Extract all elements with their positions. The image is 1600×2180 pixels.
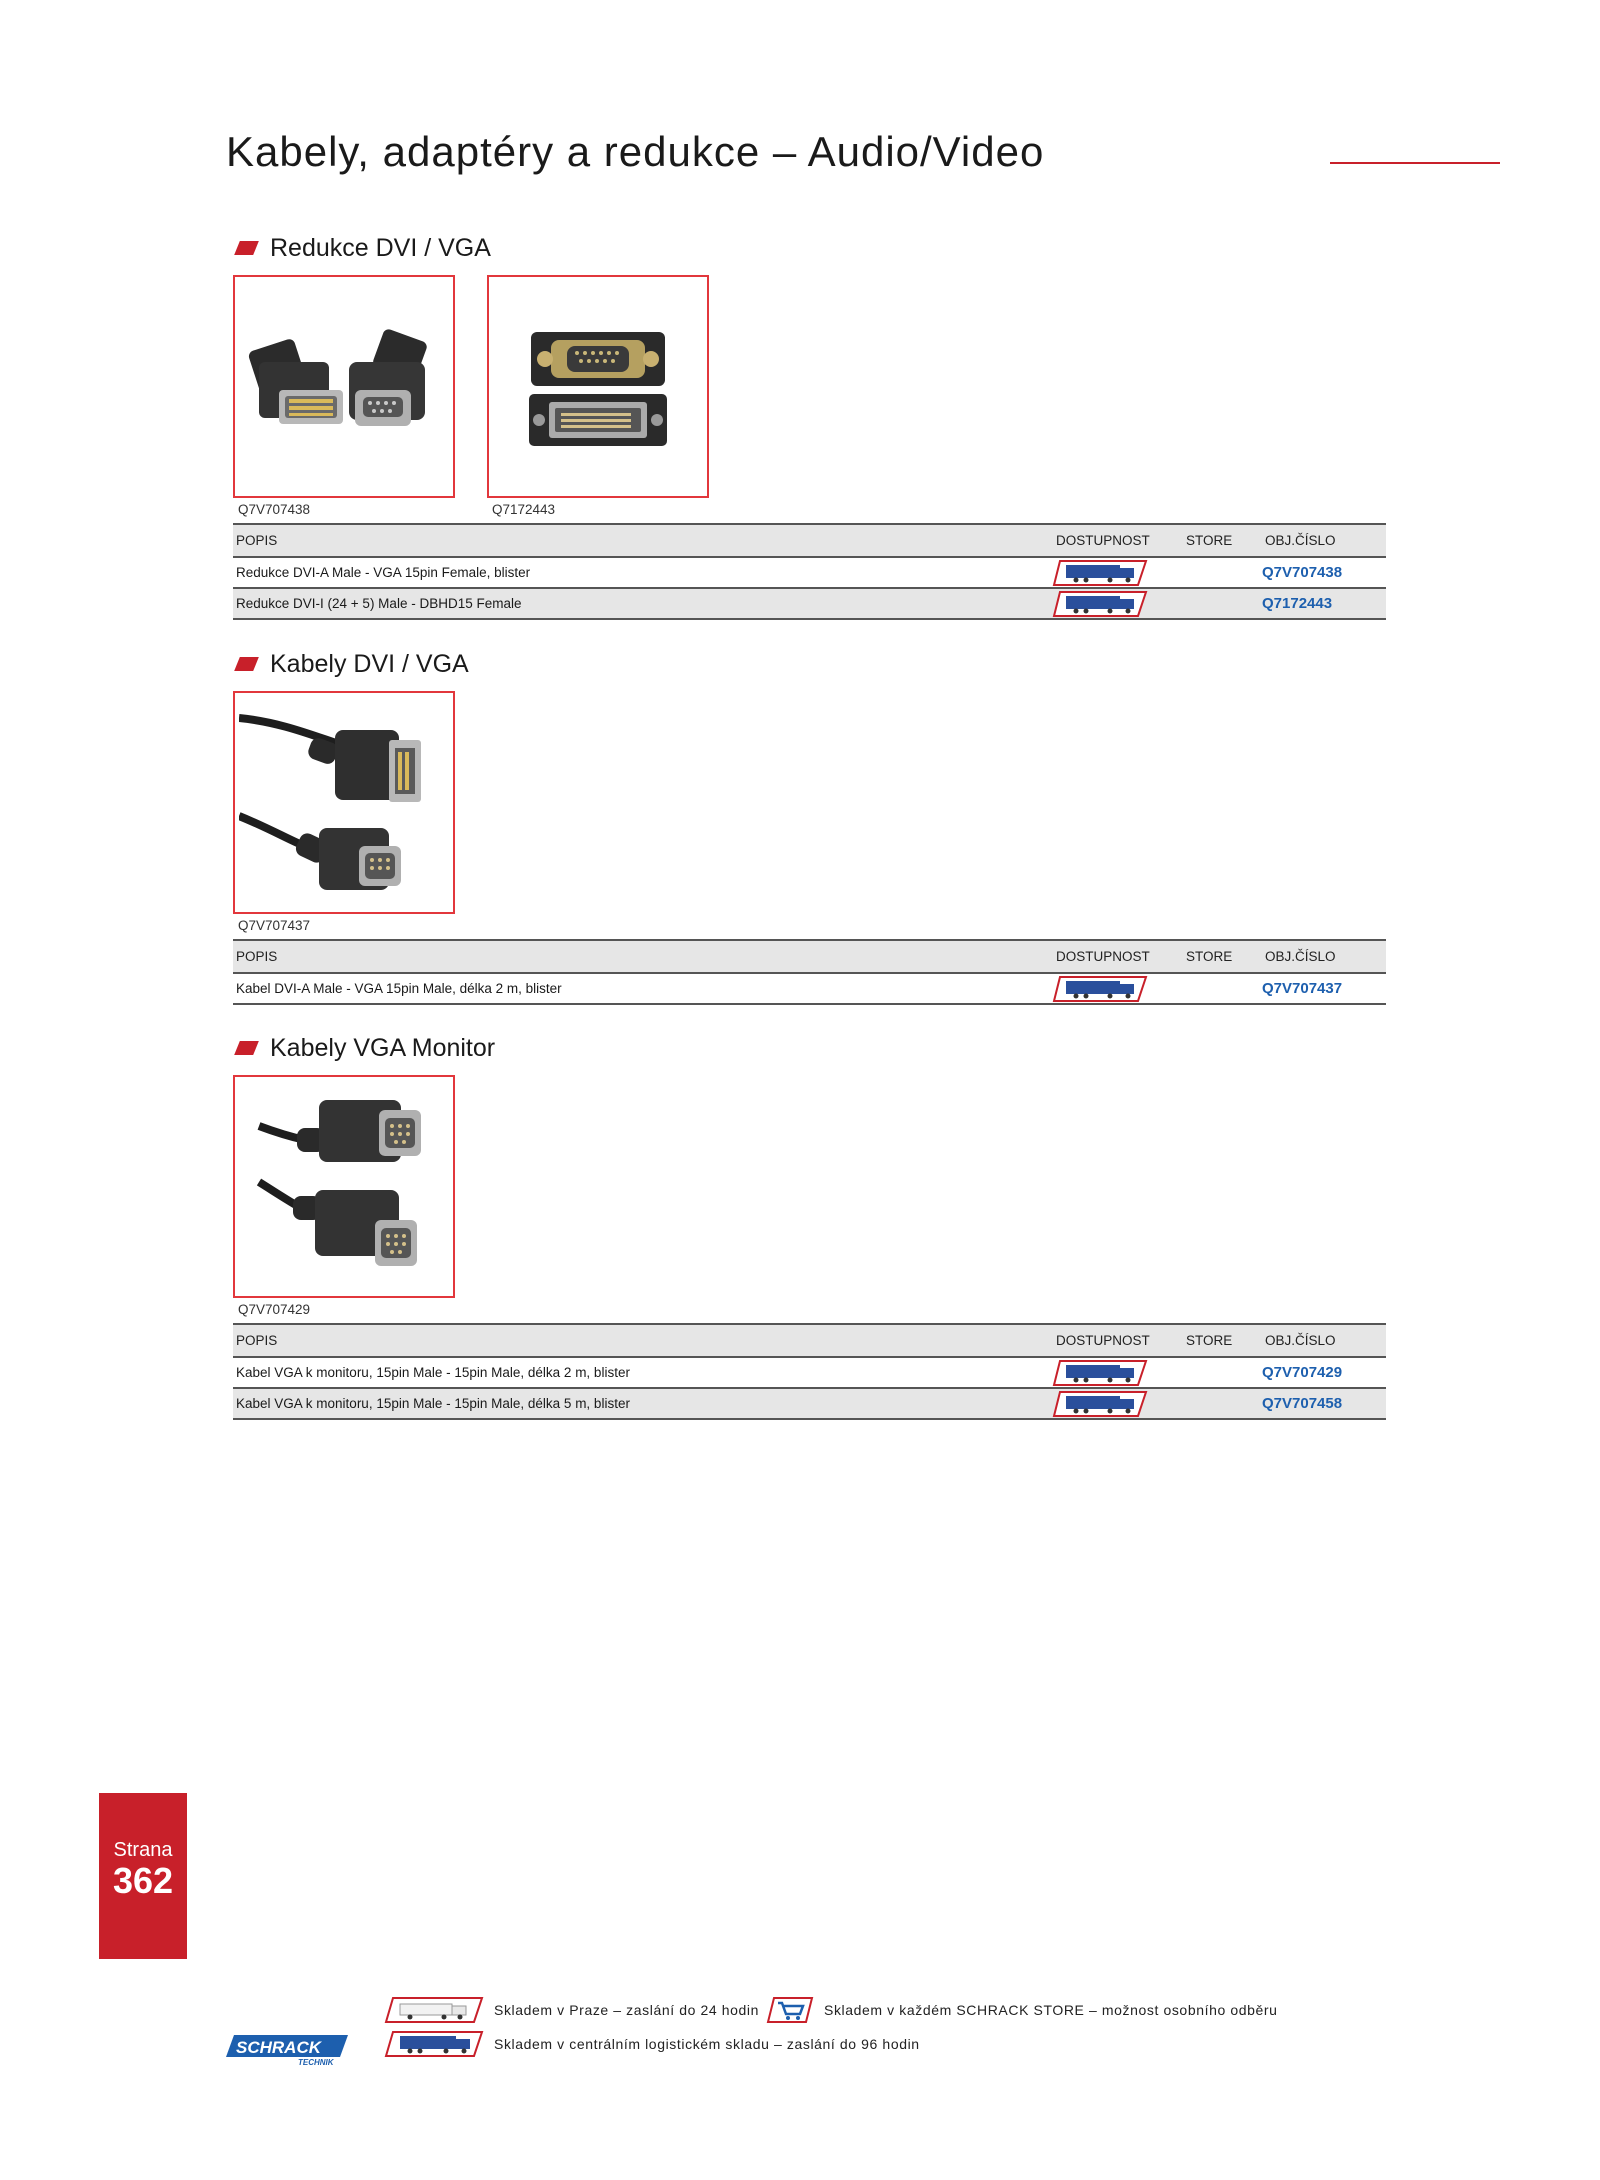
section-kabely-dvi-vga (233, 647, 1386, 1005)
row-store (1183, 1357, 1262, 1388)
section-kabely-vga-monitor (233, 1031, 1386, 1420)
image-code: Q7V707437 (238, 918, 311, 933)
product-table (233, 1323, 1386, 1420)
shopping-cart-icon (766, 1996, 814, 2024)
col-header-desc: POPIS (233, 940, 1056, 973)
section-header (233, 231, 1386, 265)
product-table (233, 523, 1386, 620)
row-desc: Redukce DVI-A Male - VGA 15pin Female, blister (233, 557, 1056, 588)
truck-blue-icon (1052, 559, 1148, 587)
col-header-code: OBJ.ČÍSLO (1262, 524, 1386, 557)
section-title: Kabely DVI / VGA (270, 649, 469, 678)
section-redukce-dvi-vga (233, 231, 1386, 620)
section-title: Kabely VGA Monitor (270, 1033, 496, 1062)
page-number-tab (99, 1793, 187, 1959)
truck-blue-icon (1052, 590, 1148, 618)
product-image-card[interactable] (487, 275, 709, 517)
page-label: Strana (113, 1839, 173, 1861)
image-code: Q7V707438 (238, 502, 311, 517)
row-store (1183, 1388, 1262, 1419)
row-code[interactable]: Q7172443 (1262, 588, 1386, 619)
col-header-code: OBJ.ČÍSLO (1262, 940, 1386, 973)
legend-text: Skladem v Praze – zaslání do 24 hodin (494, 2002, 760, 2018)
col-header-avail: DOSTUPNOST (1056, 1324, 1183, 1357)
product-image-card[interactable] (233, 275, 455, 517)
vga-cable-photo (233, 1075, 455, 1298)
col-header-store: STORE (1183, 1324, 1262, 1357)
row-store (1183, 557, 1262, 588)
row-availability (1056, 1357, 1183, 1388)
row-desc: Redukce DVI-I (24 + 5) Male - DBHD15 Female (233, 588, 1056, 619)
legend-item-central (384, 2030, 920, 2058)
dvi-dbhd15-adapter-photo (487, 275, 709, 498)
legend-text: Skladem v centrálním logistickém skladu – zaslání do 96 hodin (494, 2036, 920, 2052)
section-title: Redukce DVI / VGA (270, 233, 491, 262)
row-desc: Kabel VGA k monitoru, 15pin Male - 15pin Male, délka 2 m, blister (233, 1357, 1056, 1388)
row-availability (1056, 557, 1183, 588)
product-images (233, 275, 1386, 517)
row-desc: Kabel VGA k monitoru, 15pin Male - 15pin Male, délka 5 m, blister (233, 1388, 1056, 1419)
section-marker-icon (234, 1041, 259, 1055)
product-table (233, 939, 1386, 1005)
truck-blue-icon (1052, 1359, 1148, 1387)
logo-name: SCHRACK (236, 2038, 321, 2057)
page-number: 362 (112, 1860, 174, 1901)
image-code: Q7V707429 (238, 1302, 311, 1317)
table-row (233, 588, 1386, 619)
truck-blue-icon (1052, 975, 1148, 1003)
title-rule (1330, 162, 1500, 164)
table-row (233, 1388, 1386, 1419)
van-white-icon (384, 1996, 484, 2024)
row-code[interactable]: Q7V707438 (1262, 557, 1386, 588)
legend-text: Skladem v každém SCHRACK STORE – možnost osobního odběru (824, 2002, 1278, 2018)
table-row (233, 973, 1386, 1004)
footer-legend (226, 1993, 1326, 2083)
section-marker-icon (234, 241, 259, 255)
row-code[interactable]: Q7V707458 (1262, 1388, 1386, 1419)
col-header-avail: DOSTUPNOST (1056, 524, 1183, 557)
col-header-store: STORE (1183, 940, 1262, 973)
dvi-vga-cable-photo (233, 691, 455, 914)
row-code[interactable]: Q7V707437 (1262, 973, 1386, 1004)
image-code: Q7172443 (492, 502, 556, 517)
table-header (233, 524, 1386, 557)
row-store (1183, 588, 1262, 619)
section-header (233, 647, 1386, 681)
row-availability (1056, 1388, 1183, 1419)
truck-blue-icon (1052, 1390, 1148, 1418)
col-header-avail: DOSTUPNOST (1056, 940, 1183, 973)
schrack-logo (226, 2033, 350, 2072)
section-marker-icon (234, 657, 259, 671)
row-code[interactable]: Q7V707429 (1262, 1357, 1386, 1388)
page-title: Kabely, adaptéry a redukce – Audio/Video (226, 128, 1045, 175)
truck-blue-icon (384, 2030, 484, 2058)
logo-sub: TECHNIK (298, 2058, 334, 2067)
product-image-card[interactable] (233, 1075, 455, 1317)
row-availability (1056, 588, 1183, 619)
col-header-code: OBJ.ČÍSLO (1262, 1324, 1386, 1357)
col-header-store: STORE (1183, 524, 1262, 557)
table-header (233, 940, 1386, 973)
table-row (233, 557, 1386, 588)
legend-item-store (766, 1996, 1278, 2024)
col-header-desc: POPIS (233, 524, 1056, 557)
schrack-technik-logo (226, 2033, 350, 2067)
table-header (233, 1324, 1386, 1357)
legend-item-prague (384, 1996, 759, 2024)
col-header-desc: POPIS (233, 1324, 1056, 1357)
row-availability (1056, 973, 1183, 1004)
product-images (233, 1075, 1386, 1317)
dvi-vga-adapter-photo (233, 275, 455, 498)
product-image-card[interactable] (233, 691, 455, 933)
row-desc: Kabel DVI-A Male - VGA 15pin Male, délka 2 m, blister (233, 973, 1056, 1004)
table-row (233, 1357, 1386, 1388)
row-store (1183, 973, 1262, 1004)
section-header (233, 1031, 1386, 1065)
product-images (233, 691, 1386, 933)
